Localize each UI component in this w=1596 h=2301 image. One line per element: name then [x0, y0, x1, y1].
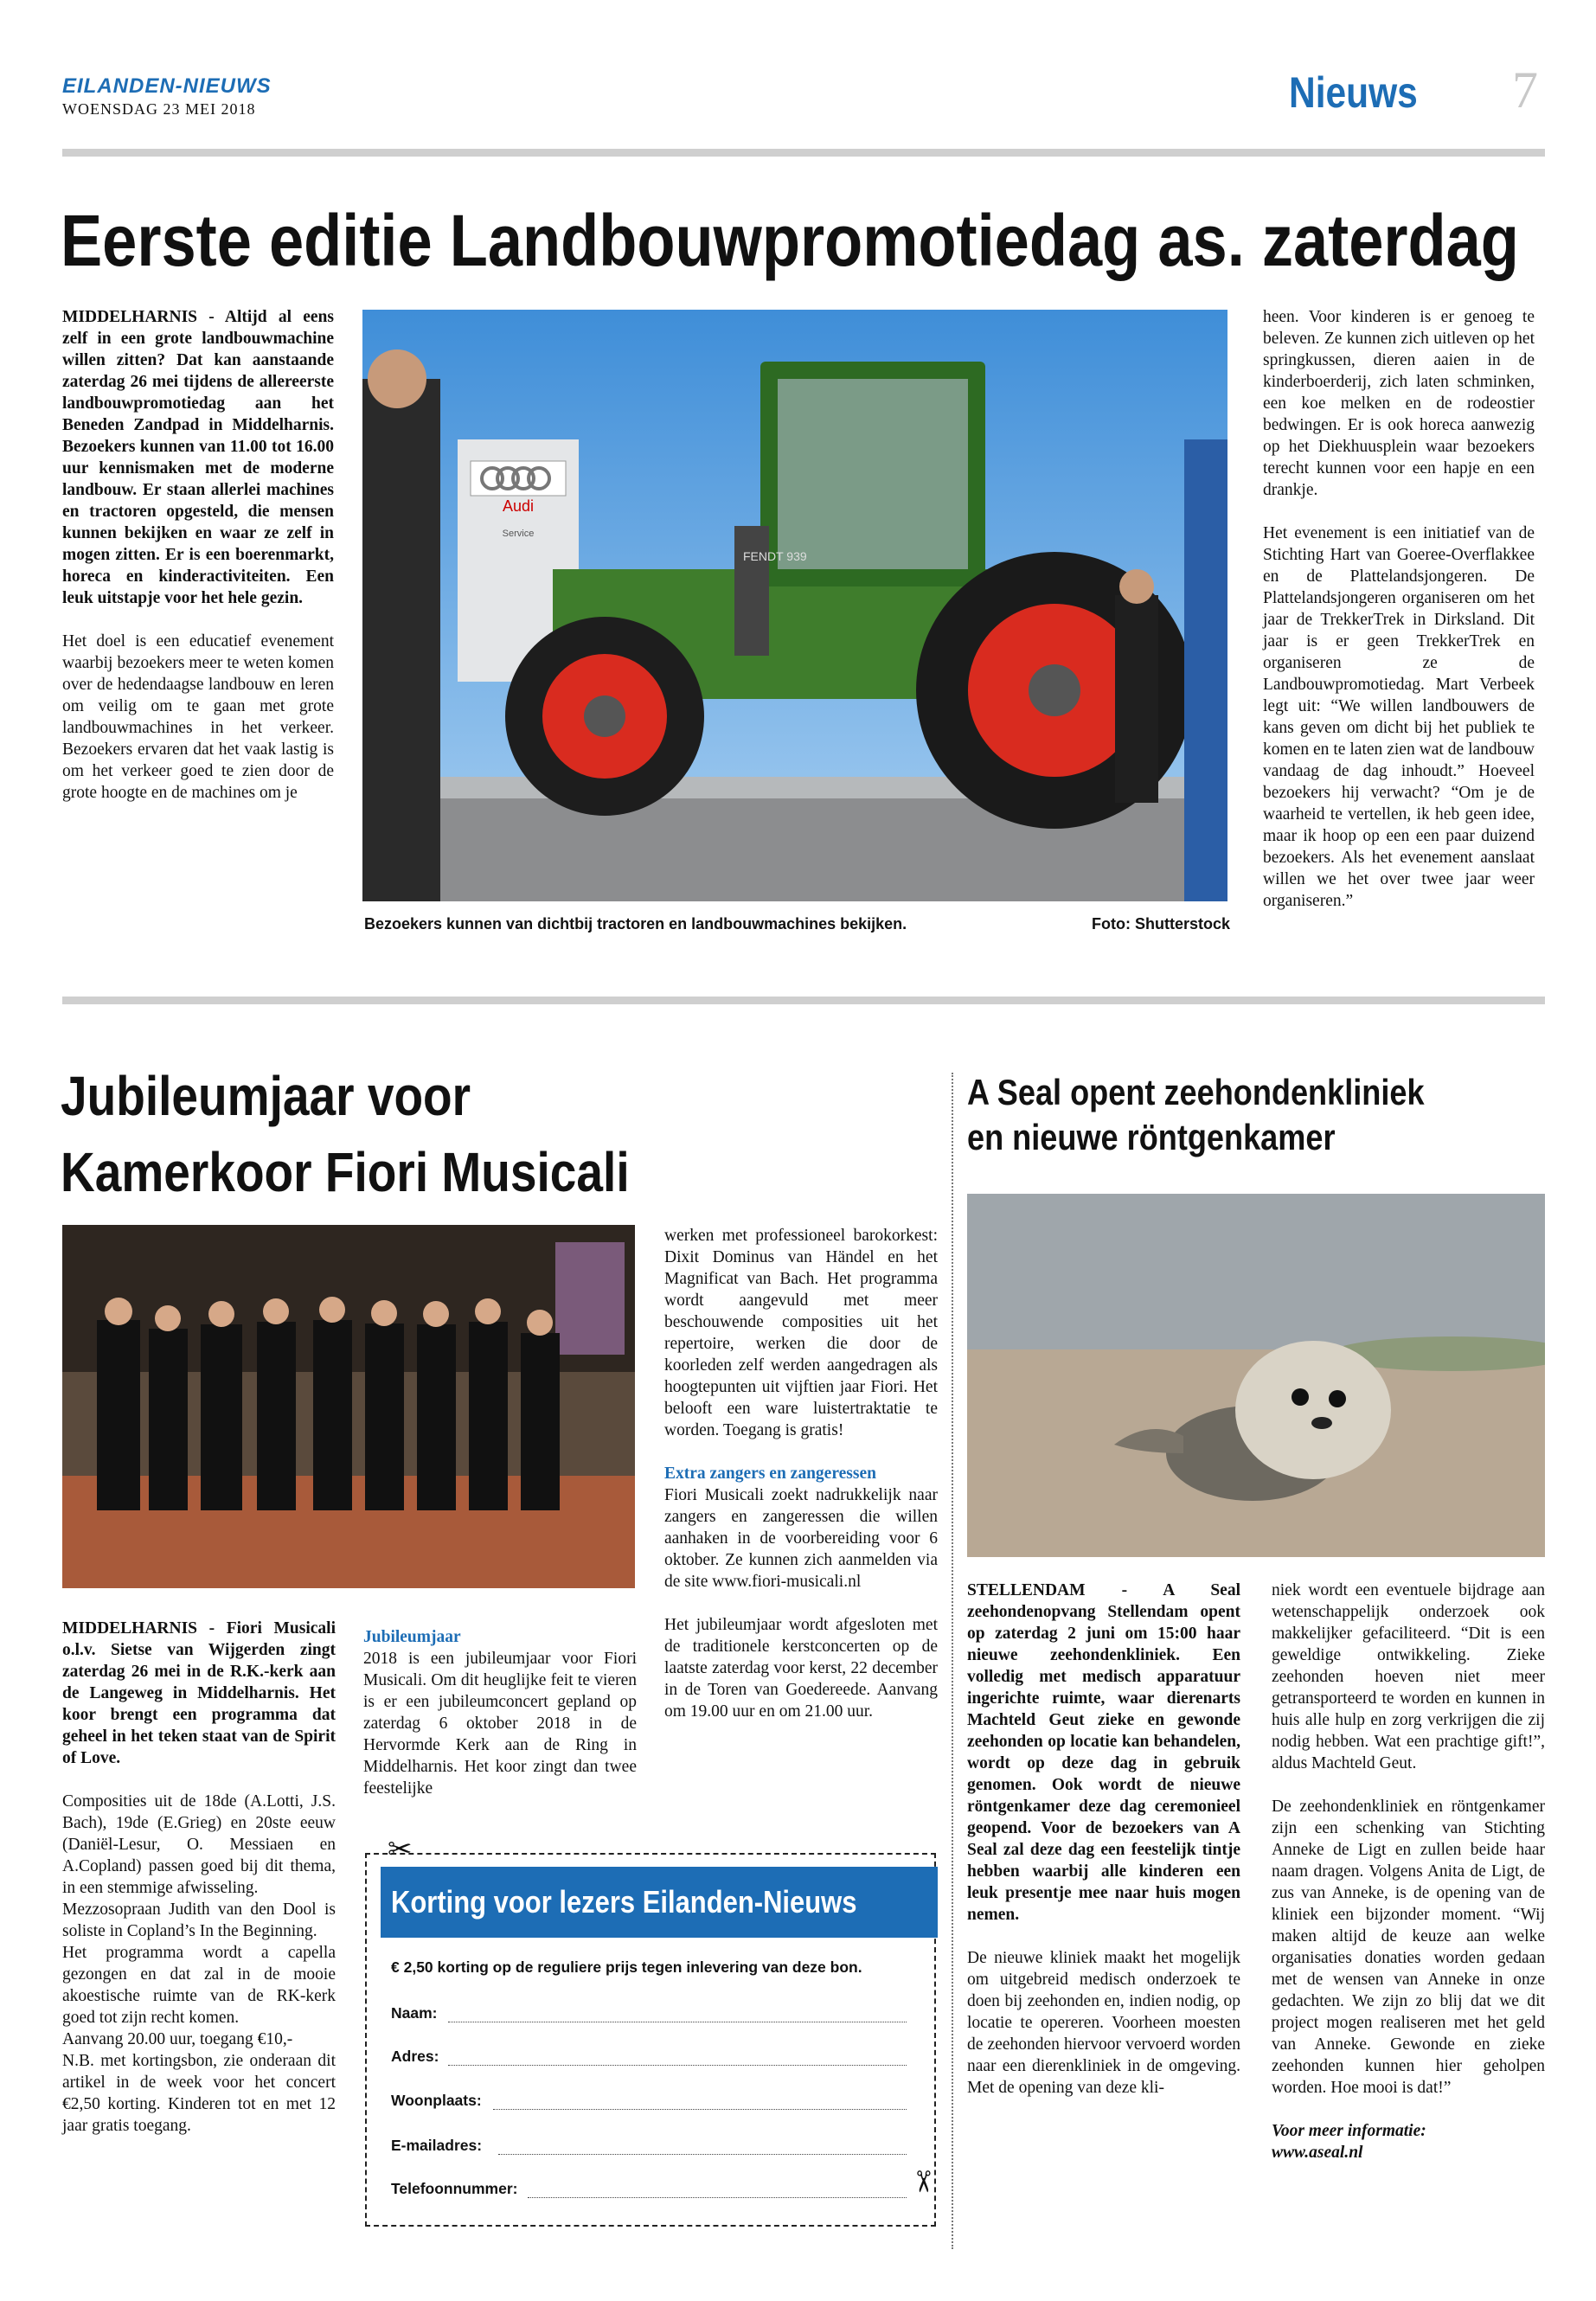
- section-rule: [62, 997, 1545, 1004]
- scissors-icon: ✂: [906, 2169, 939, 2195]
- article2-lead: MIDDELHARNIS - Fiori Musicali o.l.v. Sietse van Wijgerden zingt zaterdag 26 mei in de R.K.-kerk aan de Langeweg in Middelharnis. Het koor brengt een programma dat geheel in het teken staat van de Spirit of Love.: [62, 1619, 336, 1767]
- article2-col-3: [664, 1225, 938, 1744]
- coupon-field-woonplaats[interactable]: [493, 2109, 907, 2110]
- photo-brand-sign: Audi: [502, 497, 535, 515]
- article2-col3-p2: Fiori Musicali zoekt nadrukkelijk naar zangers en zangeressen die willen aanhaken in de voorbereiding voor 6 oktober. Ze kunnen zich aanmelden via de site www.fiori-musicali.nl: [664, 1486, 938, 1591]
- article2-headline-line2: Kamerkoor Fiori Musicali: [61, 1141, 630, 1203]
- article1-body-right-1: heen. Voor kinderen is er genoeg te beleven. Ze kunnen zich uitleven op het springkussen, dieren aaien in de kinderboerderij, zich laten schminken, een koe melken en de rodeostier bedwingen. Er is ook horeca aanwezig op het Diekhuusplein waar bezoekers terecht kunnen voor een hapje en een drankje.: [1263, 308, 1535, 499]
- coupon-field-label: Adres:: [391, 2048, 439, 2065]
- article1-lead: MIDDELHARNIS - Altijd al eens zelf in een grote landbouwmachine willen zitten? Dat kan aanstaande zaterdag 26 mei tijdens de allereerste landbouwpromotiedag aan het Beneden Zandpad in Middelharnis. Bezoekers kunnen van 11.00 tot 16.00 uur kennismaken met de moderne landbouw. Er staan allerlei machines en tractoren opgesteld, die mensen kunnen bekijken en waar ze zelf in mogen zitten. Er is een boerenmarkt, horeca en kinderactiviteiten. Een leuk uitstapje voor het hele gezin.: [62, 308, 334, 607]
- coupon-field-label: Naam:: [391, 2004, 438, 2022]
- article3-body-right-2: De zeehondenkliniek en röntgenkamer zijn een schenking van Stichting Anneke de Ligt en zullen beide haar naam dragen. Volgens Anita de Ligt, de zus van Anneke, is de opening van de kliniek een bijzonder moment. “Wij maken altijd de keuze aan welke organisaties donaties worden gedaan met de wensen van Anneke in onze gedachten. We zijn zo blij dat we dit project mogen realiseren met het geld van Anneke. Gewonde en zieke zeehonden kunnen hier geholpen worden. Hoe mooi is dat!”: [1272, 1798, 1545, 2097]
- article3-col-1: [967, 1580, 1240, 2120]
- photo-service-sign: Service: [502, 529, 535, 539]
- section-label: Nieuws: [1289, 68, 1418, 117]
- coupon-field-email[interactable]: [498, 2154, 907, 2155]
- coupon-field-label: Telefoonnummer:: [391, 2180, 518, 2197]
- article3-headline-line1: A Seal opent zeehondenkliniek: [967, 1072, 1425, 1112]
- article2-body-p2: Mezzosopraan Judith van den Dool is soliste in Copland’s In the Beginning.: [62, 1900, 336, 1940]
- photo-tractor-model: FENDT 939: [743, 549, 807, 563]
- article1-body-right-2: Het evenement is een initiatief van de Stichting Hart van Goeree-Overflakkee en de Plattelandsjongeren. De Plattelandsjongeren organiseren om het jaar de TrekkerTrek in Dirksland. Dit jaar is er geen TrekkerTrek en organiseren ze de Landbouwpromotiedag. Mart Verbeek legt uit: “We willen landbouwers de kans geven om dicht bij het publiek te komen en te laten zien wat de landbouw vandaag de dag inhoudt.” Hoeveel bezoekers hij verwacht? “Om je de waarheid te vertellen, ik heb geen idee, maar ik hoop op een een paar duizend bezoekers. Als het evenement aanslaat willen we het over twee jaar weer organiseren.”: [1263, 524, 1535, 910]
- article2-subhead-jubileum: Jubileumjaar: [363, 1628, 461, 1646]
- article3-lead: STELLENDAM - A Seal zeehondenopvang Stellendam opent op zaterdag 2 juni om 15:00 haar nieuwe zeehondenkliniek. Een volledig met medisch apparatuur ingerichte ruimte, waar dierenarts Machteld Geut zieke en gewonde zeehonden op locatie kan behandelen, wordt op deze dag in gebruik genomen. Ook wordt de nieuwe röntgenkamer deze dag ceremonieel geopend. Voor de bezoekers van A Seal zal deze dag een feestelijk tintje hebben waarbij alle kinderen een leuk presentje mee naar huis mogen nemen.: [967, 1581, 1240, 1924]
- scissors-icon: ✂: [388, 1834, 413, 1866]
- article2-subhead-extra: Extra zangers en zangeressen: [664, 1465, 876, 1483]
- coupon-field-adres[interactable]: [448, 2065, 907, 2066]
- masthead-logo: EILANDEN-NIEUWS: [62, 74, 272, 98]
- seal-illustration: [967, 1194, 1545, 1557]
- header-rule: [62, 149, 1545, 157]
- article2-body-p4: Aanvang 20.00 uur, toegang €10,-: [62, 2030, 293, 2048]
- article2-col3-p1: werken met professioneel barokorkest: Dixit Dominus van Händel en het Magnificat van Bach. Het programma wordt aangevuld met meer beschouwende composities uit het repertoire, werken die door de koorleden zelf werden aangedragen als hoogtepunten uit vijftien jaar Fiori. Het belooft een ware luistertraktatie te worden. Toegang is gratis!: [664, 1227, 938, 1439]
- article2-body-p1: Composities uit de 18de (A.Lotti, J.S. Bach), 19de (E.Grieg) en 20ste eeuw (Daniël-Lesur, O. Messiaen en A.Copland) passen goed bij dit thema, in een stemmige afwisseling.: [62, 1792, 336, 1897]
- article1-photo-credit: Foto: Shutterstock: [1092, 915, 1230, 933]
- article1-col-right: [1263, 306, 1535, 933]
- article2-body-p5: N.B. met kortingsbon, zie onderaan dit artikel in de week voor het concert €2,50 korting. Kinderen tot en met 12 jaar gratis toegang.: [62, 2052, 336, 2135]
- article2-col-2: [363, 1626, 637, 1799]
- tractor-photo: [362, 310, 1227, 901]
- article1-headline: Eerste editie Landbouwpromotiedag as. zaterdag: [61, 200, 1519, 281]
- coupon-title-band: [381, 1867, 938, 1938]
- column-divider: [952, 1073, 953, 2249]
- article3-more-info-label: Voor meer informatie:: [1272, 2122, 1426, 2140]
- choir-illustration: [62, 1225, 635, 1588]
- article3-body-left: De nieuwe kliniek maakt het mogelijk om uitgebreid medisch onderzoek te doen bij zeehonden en, indien nodig, op locatie te opereren. Voorheen moesten de zeehonden hiervoor vervoerd worden naar een dierenkliniek in de omgeving. Met de opening van deze kli-: [967, 1949, 1240, 2097]
- article2-jubileum-text: 2018 is een jubileumjaar voor Fiori Musicali. Om dit heuglijke feit te vieren is er een jubileumconcert gepland op zaterdag 6 oktober 2018 in de Hervormde Kerk aan de Ring in Middelharnis. Het koor zingt dan twee feestelijke: [363, 1650, 637, 1798]
- seal-photo: [967, 1194, 1545, 1557]
- coupon-intro: € 2,50 korting op de reguliere prijs tegen inlevering van deze bon.: [391, 1958, 862, 1976]
- article2-col-1: [62, 1618, 336, 2137]
- article2-col3-p3: Het jubileumjaar wordt afgesloten met de traditionele kerstconcerten op de laatste zaterdag voor kerst, 22 december in de Toren van Goedereede. Aanvang om 19.00 uur en om 21.00 uur.: [664, 1616, 938, 1721]
- choir-photo: [62, 1225, 635, 1588]
- tractor-illustration: [362, 310, 1227, 901]
- coupon-field-label: Woonplaats:: [391, 2092, 482, 2109]
- coupon-field-label: E-mailadres:: [391, 2137, 483, 2154]
- article3-more-info-link[interactable]: www.aseal.nl: [1272, 2144, 1363, 2162]
- article2-body-p3: Het programma wordt a capella gezongen en dat zal in de mooie akoestische ruimte van de RK-kerk goed tot zijn recht komen.: [62, 1944, 336, 2027]
- article1-caption: Bezoekers kunnen van dichtbij tractoren en landbouwmachines bekijken.: [364, 915, 907, 933]
- article1-body-left: Het doel is een educatief evenement waarbij bezoekers meer te weten komen over de hedendaagse landbouw en leren om veilig om te gaan met grote landbouwmachines in het verkeer. Bezoekers ervaren dat het vaak lastig is om het verkeer goed te zien door de grote hoogte en de machines om je: [62, 632, 334, 802]
- coupon-title: Korting voor lezers Eilanden-Nieuws: [391, 1884, 857, 1920]
- article2-headline-line1: Jubileumjaar voor: [61, 1065, 471, 1127]
- masthead-date: WOENSDAG 23 MEI 2018: [62, 100, 256, 118]
- article1-col-left: [62, 306, 334, 825]
- article3-col-2: [1272, 1580, 1545, 2163]
- coupon-field-telefoon[interactable]: [528, 2197, 907, 2198]
- article3-headline-line2: en nieuwe röntgenkamer: [967, 1117, 1336, 1157]
- article3-body-right-1: niek wordt een eventuele bijdrage aan wetenschappelijk onderzoek ook makkelijker gefaciliteerd. “Dit is een geweldige ontwikkeling. Zieke zeehonden hoeven niet meer getransporteerd te worden en kunnen in huis alle hulp en zorg verkrijgen die zij nodig hebben. Wat een prachtige gift!”, aldus Machteld Geut.: [1272, 1581, 1545, 1772]
- page-number: 7: [1512, 61, 1538, 119]
